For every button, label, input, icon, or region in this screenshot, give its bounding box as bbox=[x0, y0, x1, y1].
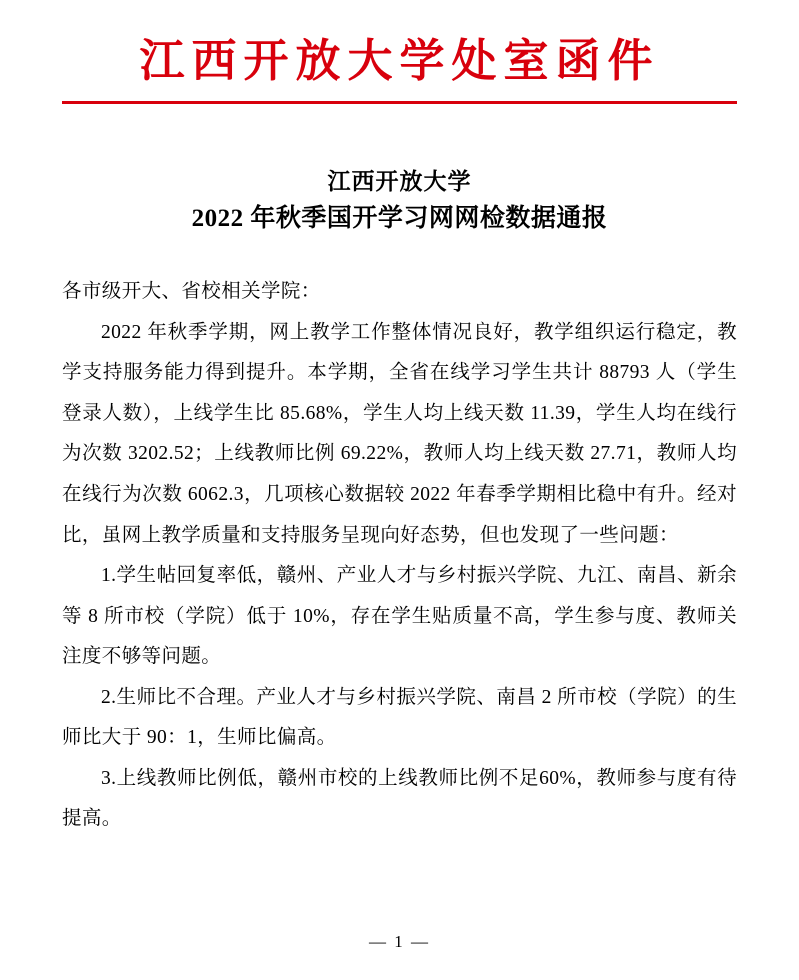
letterhead bbox=[62, 0, 737, 104]
document-title-line-2: 2022 年秋季国开学习网网检数据通报 bbox=[191, 204, 608, 232]
salutation: 各市级开大、省校相关学院： bbox=[62, 281, 321, 303]
document-body bbox=[62, 272, 737, 840]
paragraph-overview: 2022 年秋季学期，网上教学工作整体情况良好，教学组织运行稳定，教学支持服务能力得到提升。本学期，全省在线学习学生共计 88793 人（学生登录人数），上线学生比 85.68%，学生人均上线天数 11.39，学生人均在线行为次数 3202.52；上线教师比例 69.22%，教师人均上线天数 27.71，教师人均在线行为次数 6062.3，几项核心数据较 2022 年春季学期相比稳中有升。经对比，虽网上教学质量和支持服务呈现向好态势，但也发现了一些问题： bbox=[62, 321, 737, 546]
document-title-line-1: 江西开放大学 bbox=[327, 168, 472, 194]
paragraph-issue-2: 2.生师比不合理。产业人才与乡村振兴学院、南昌 2 所市校（学院）的生师比大于 90：1，生师比偏高。 bbox=[62, 686, 737, 749]
paragraph-issue-3: 3.上线教师比例低，赣州市校的上线教师比例不足60%，教师参与度有待提高。 bbox=[62, 767, 737, 830]
page-number: — 1 — bbox=[369, 932, 430, 951]
paragraph-issue-1: 1.学生帖回复率低，赣州、产业人才与乡村振兴学院、九江、南昌、新余等 8 所市校（学院）低于 10%，存在学生贴质量不高，学生参与度、教师关注度不够等问题。 bbox=[62, 565, 737, 668]
document-title bbox=[62, 164, 737, 238]
letterhead-organization: 江西开放大学处室函件 bbox=[139, 34, 660, 87]
letterhead-divider bbox=[62, 101, 737, 104]
